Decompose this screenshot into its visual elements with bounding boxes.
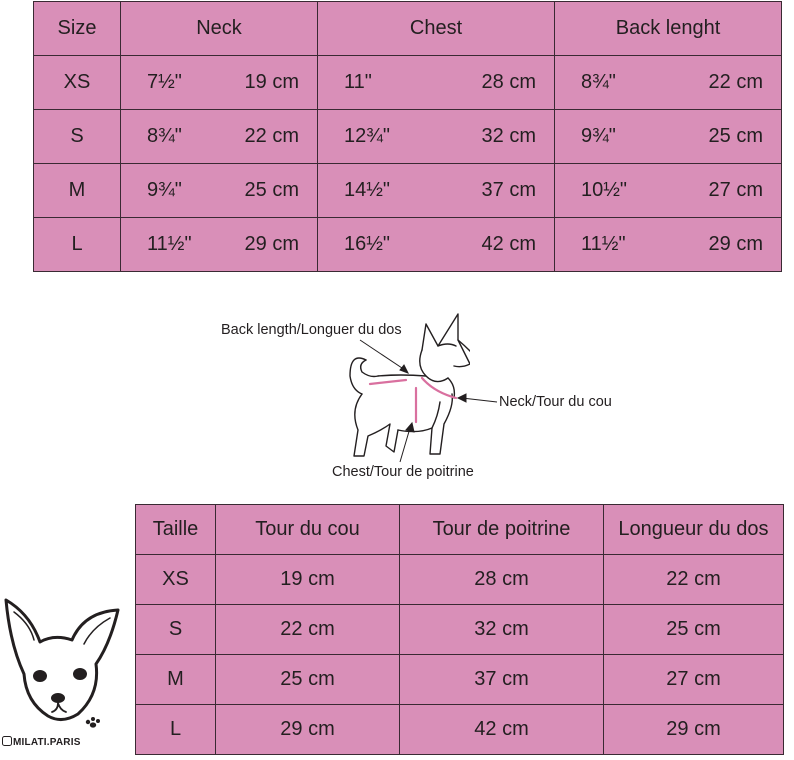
cm-value: 25 cm xyxy=(244,179,299,201)
inch-value: 9¾" xyxy=(581,125,616,147)
chest-cell: 28 cm xyxy=(400,555,604,605)
table-row xyxy=(136,655,784,705)
size-cell: M xyxy=(136,655,216,705)
back-cell: 22 cm xyxy=(604,555,784,605)
chihuahua-logo xyxy=(0,594,130,729)
neck-cell: 22 cm xyxy=(216,605,400,655)
table-row xyxy=(136,605,784,655)
cm-value: 29 cm xyxy=(708,233,763,255)
chest-cell: 32 cm xyxy=(400,605,604,655)
size-cell: L xyxy=(136,705,216,755)
inch-value: 11½" xyxy=(581,233,626,255)
inch-value: 10½" xyxy=(581,179,628,201)
neck-cell: 25 cm xyxy=(216,655,400,705)
neck-label: Neck/Tour du cou xyxy=(499,394,612,410)
inch-value: 9¾" xyxy=(147,179,182,201)
size-cell: S xyxy=(136,605,216,655)
size-cell: L xyxy=(34,218,121,272)
inch-value: 8¾" xyxy=(581,71,616,93)
header-tour-de-poitrine: Tour de poitrine xyxy=(400,505,604,555)
cm-value: 42 cm xyxy=(481,233,536,255)
header-taille: Taille xyxy=(136,505,216,555)
cm-value: 27 cm xyxy=(708,179,763,201)
back-cell: 25 cm xyxy=(604,605,784,655)
inch-value: 7½" xyxy=(147,71,182,93)
inch-value: 11" xyxy=(344,71,372,93)
header-neck: Neck xyxy=(121,2,318,56)
neck-cell: 19 cm xyxy=(216,555,400,605)
header-chest: Chest xyxy=(318,2,555,56)
cm-value: 22 cm xyxy=(708,71,763,93)
size-cell: XS xyxy=(136,555,216,605)
cm-value: 32 cm xyxy=(481,125,536,147)
neck-cell: 29 cm xyxy=(216,705,400,755)
cm-value: 37 cm xyxy=(481,179,536,201)
table-row xyxy=(136,555,784,605)
back-cell: 29 cm xyxy=(604,705,784,755)
size-cell: XS xyxy=(34,56,121,110)
size-table-fr xyxy=(135,504,784,755)
header-longueur-du-dos: Longueur du dos xyxy=(604,505,784,555)
table-row xyxy=(136,705,784,755)
cm-value: 22 cm xyxy=(244,125,299,147)
header-back-length: Back lenght xyxy=(555,2,782,56)
cm-value: 19 cm xyxy=(244,71,299,93)
inch-value: 11½" xyxy=(147,233,192,255)
back-cell: 27 cm xyxy=(604,655,784,705)
size-cell: S xyxy=(34,110,121,164)
inch-value: 14½" xyxy=(344,179,391,201)
chest-label: Chest/Tour de poitrine xyxy=(332,464,474,480)
instagram-icon xyxy=(2,736,12,746)
header-size: Size xyxy=(34,2,121,56)
brand-handle-text: MILATI.PARIS xyxy=(13,737,81,748)
cm-value: 25 cm xyxy=(708,125,763,147)
table-header-row xyxy=(136,505,784,555)
back-length-label: Back length/Longuer du dos xyxy=(221,322,402,338)
inch-value: 8¾" xyxy=(147,125,182,147)
brand-handle xyxy=(2,736,81,748)
chest-cell: 42 cm xyxy=(400,705,604,755)
cm-value: 28 cm xyxy=(481,71,536,93)
size-cell: M xyxy=(34,164,121,218)
chest-cell: 37 cm xyxy=(400,655,604,705)
header-tour-du-cou: Tour du cou xyxy=(216,505,400,555)
inch-value: 16½" xyxy=(344,233,391,255)
cm-value: 29 cm xyxy=(244,233,299,255)
inch-value: 12¾" xyxy=(344,125,391,147)
